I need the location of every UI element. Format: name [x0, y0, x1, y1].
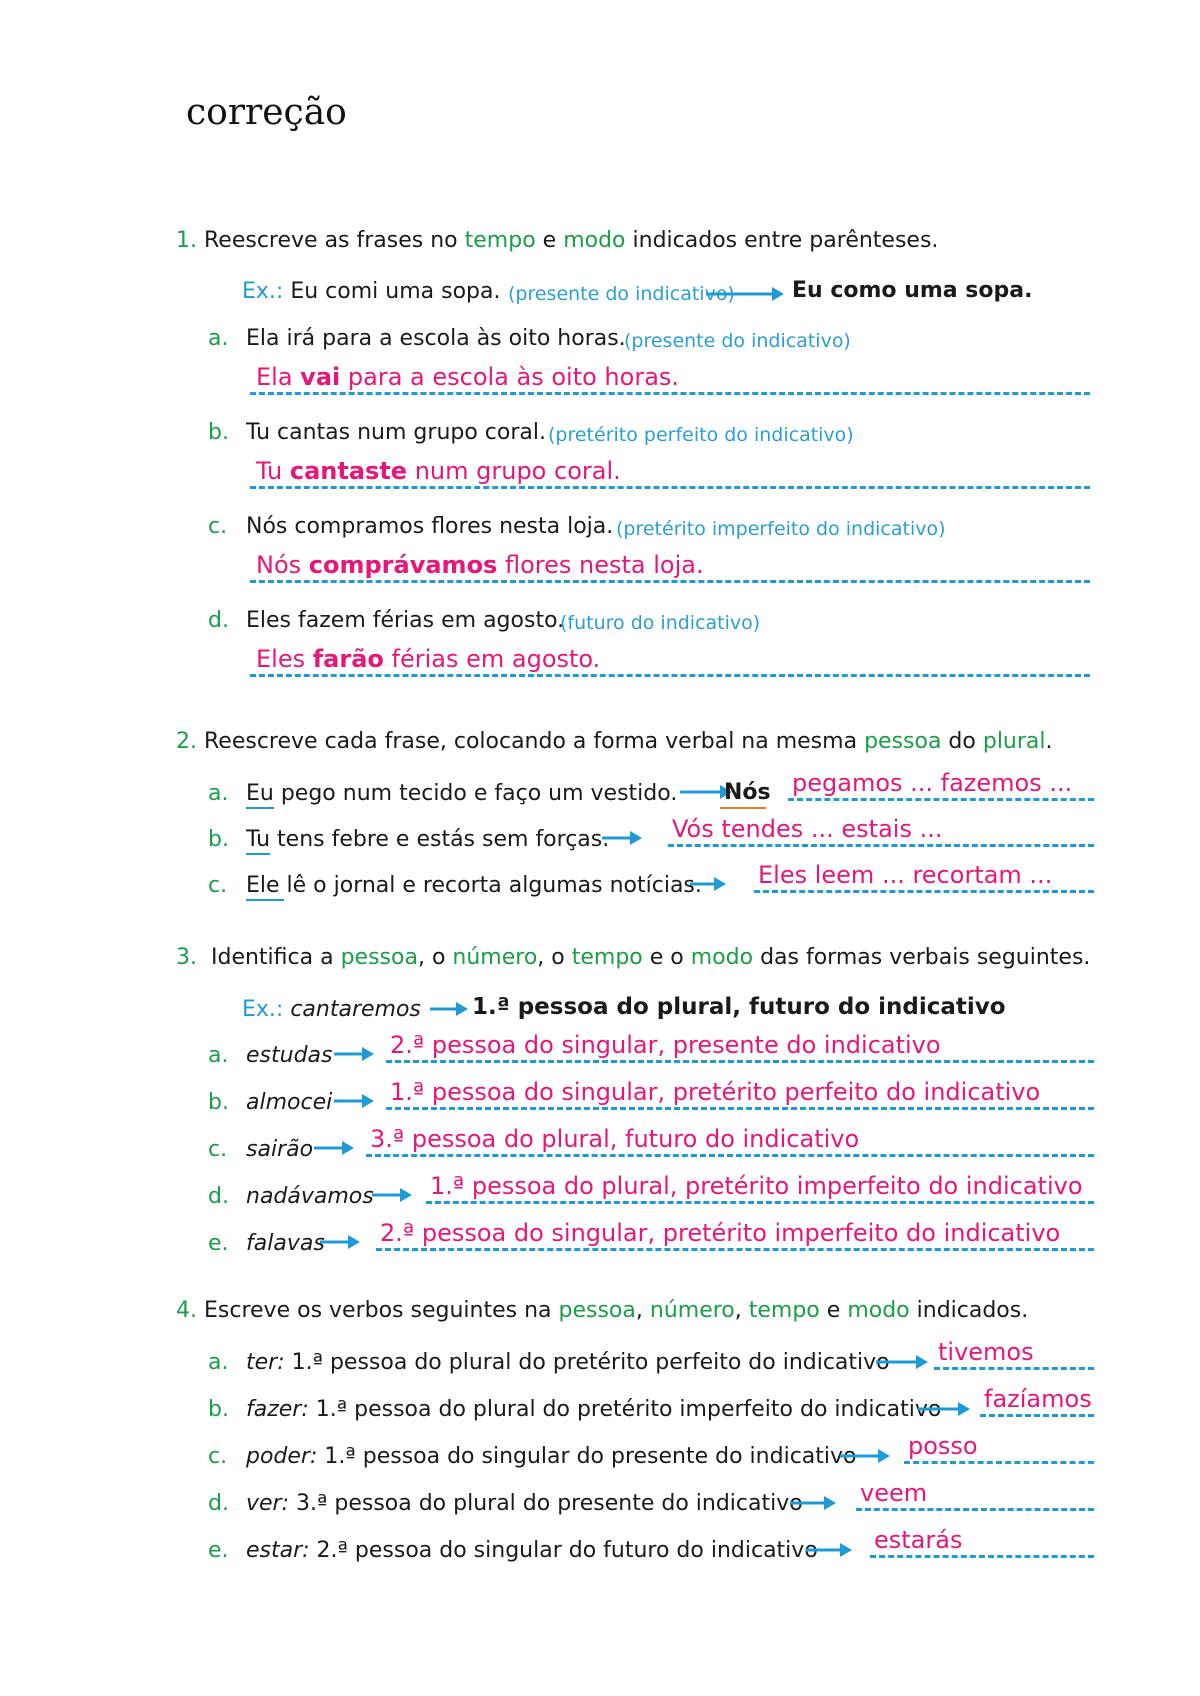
- answer-line[interactable]: [386, 1107, 1094, 1110]
- answer-verb: cantaste: [289, 457, 408, 485]
- heading-text: e: [819, 1298, 848, 1323]
- item-word: estudas: [246, 1043, 333, 1068]
- answer-verb: comprávamos: [308, 551, 498, 579]
- answer-text: Eles: [256, 645, 313, 673]
- item-answer: [256, 551, 704, 579]
- item-sentence: Ele lê o jornal e recorta algumas notícias.: [246, 873, 702, 898]
- item-letter: c.: [208, 1444, 228, 1469]
- answer-text: férias em agosto.: [383, 645, 601, 673]
- answer-line[interactable]: [250, 486, 1090, 489]
- answer-line[interactable]: [934, 1367, 1094, 1370]
- item-letter: b.: [208, 1397, 229, 1422]
- item-letter: c.: [208, 514, 228, 539]
- heading-text: do: [941, 729, 983, 754]
- item-prompt: [246, 1538, 818, 1563]
- heading-text: indicados.: [909, 1298, 1029, 1323]
- heading-text: indicados entre parênteses.: [625, 228, 939, 253]
- answer-line[interactable]: [386, 1060, 1094, 1063]
- item-description: 3.ª pessoa do plural do presente do indicativo: [289, 1491, 803, 1516]
- item-answer: pegamos ... fazemos ...: [792, 769, 1073, 797]
- item-hint: (pretérito perfeito do indicativo): [548, 424, 854, 446]
- heading-text: e o: [642, 945, 691, 970]
- keyword: modo: [847, 1298, 910, 1323]
- item-answer: veem: [860, 1479, 928, 1507]
- item-letter: c.: [208, 1137, 228, 1162]
- arrow-icon: [314, 1138, 364, 1158]
- question-number: 3.: [176, 945, 197, 970]
- answer-line[interactable]: [668, 844, 1094, 847]
- keyword: tempo: [571, 945, 643, 970]
- item-sentence: Tu cantas num grupo coral.: [246, 420, 546, 445]
- pronoun-underline: [246, 853, 270, 855]
- answer-verb: farão: [312, 645, 384, 673]
- arrow-icon: [706, 284, 786, 304]
- item-answer: Vós tendes ... estais ...: [672, 815, 943, 843]
- heading-text: das formas verbais seguintes.: [753, 945, 1091, 970]
- answer-line[interactable]: [250, 674, 1090, 677]
- arrow-icon: [690, 874, 740, 894]
- keyword: tempo: [464, 228, 536, 253]
- keyword: plural: [982, 729, 1046, 754]
- keyword: pessoa: [340, 945, 418, 970]
- answer-line[interactable]: [250, 580, 1090, 583]
- answer-line[interactable]: [788, 798, 1094, 801]
- item-word: falavas: [246, 1231, 325, 1256]
- item-answer: posso: [908, 1432, 978, 1460]
- item-word: almocei: [246, 1090, 333, 1115]
- keyword: número: [649, 1298, 735, 1323]
- example-text: Eu comi uma sopa.: [290, 279, 501, 304]
- item-answer: estarás: [874, 1526, 963, 1554]
- item-letter: d.: [208, 608, 229, 633]
- question-number: 4.: [176, 1298, 197, 1323]
- answer-line[interactable]: [250, 392, 1090, 395]
- arrow-icon: [806, 1540, 866, 1560]
- item-answer: fazíamos: [984, 1385, 1092, 1413]
- heading-text: e: [535, 228, 564, 253]
- item-answer: [256, 363, 679, 391]
- item-answer: tivemos: [938, 1338, 1034, 1366]
- arrow-icon: [918, 1399, 978, 1419]
- item-letter: b.: [208, 827, 229, 852]
- item-sentence: Nós compramos flores nesta loja.: [246, 514, 614, 539]
- heading-text: ,: [734, 1298, 749, 1323]
- item-answer: 1.ª pessoa do plural, pretérito imperfeito do indicativo: [430, 1172, 1083, 1200]
- item-sentence: Ela irá para a escola às oito horas.: [246, 326, 626, 351]
- answer-line[interactable]: [856, 1508, 1094, 1511]
- arrow-icon: [320, 1232, 370, 1252]
- example-line: [242, 279, 500, 304]
- example-label: Ex.:: [242, 997, 284, 1022]
- keyword: modo: [690, 945, 754, 970]
- pronoun-underline: [246, 807, 274, 809]
- item-verb: fazer:: [246, 1397, 309, 1422]
- item-description: 1.ª pessoa do plural do pretérito perfeito do indicativo: [284, 1350, 890, 1375]
- item-answer: [256, 457, 621, 485]
- answer-text: Ela: [256, 363, 301, 391]
- question-number: 2.: [176, 729, 197, 754]
- item-letter: b.: [208, 1090, 229, 1115]
- heading-text: , o: [537, 945, 572, 970]
- item-word: nadávamos: [246, 1184, 374, 1209]
- keyword: tempo: [748, 1298, 820, 1323]
- keyword: pessoa: [558, 1298, 636, 1323]
- item-answer: 1.ª pessoa do singular, pretérito perfeito do indicativo: [390, 1078, 1041, 1106]
- item-answer: 2.ª pessoa do singular, pretérito imperfeito do indicativo: [380, 1219, 1061, 1247]
- question-2-heading: [176, 729, 1053, 754]
- item-description: 2.ª pessoa do singular do futuro do indicativo: [309, 1538, 818, 1563]
- item-hint: (pretérito imperfeito do indicativo): [616, 518, 946, 540]
- arrow-icon: [602, 828, 652, 848]
- item-letter: e.: [208, 1231, 229, 1256]
- item-letter: d.: [208, 1184, 229, 1209]
- question-4-heading: [176, 1298, 1028, 1323]
- item-letter: a.: [208, 781, 229, 806]
- answer-line[interactable]: [980, 1414, 1094, 1417]
- item-verb: poder:: [246, 1444, 318, 1469]
- heading-text: Reescreve as frases no: [204, 228, 465, 253]
- answer-line[interactable]: [754, 890, 1094, 893]
- item-letter: a.: [208, 326, 229, 351]
- item-sentence: Eles fazem férias em agosto.: [246, 608, 565, 633]
- item-answer: [256, 645, 600, 673]
- item-hint: (presente do indicativo): [624, 330, 851, 352]
- item-verb: ter:: [246, 1350, 285, 1375]
- item-letter: a.: [208, 1350, 229, 1375]
- arrow-icon: [334, 1044, 384, 1064]
- answer-line[interactable]: [376, 1248, 1094, 1251]
- answer-line[interactable]: [366, 1154, 1094, 1157]
- item-prompt: [246, 1491, 803, 1516]
- item-sentence: Eu pego num tecido e faço um vestido.: [246, 781, 678, 806]
- keyword: pessoa: [864, 729, 942, 754]
- answer-text: para a escola às oito horas.: [340, 363, 680, 391]
- answer-text: num grupo coral.: [407, 457, 621, 485]
- example-answer: Eu como uma sopa.: [792, 278, 1033, 303]
- question-1-heading: [176, 228, 938, 253]
- arrow-icon: [840, 1446, 900, 1466]
- item-verb: estar:: [246, 1538, 310, 1563]
- arrow-icon: [876, 1352, 936, 1372]
- item-letter: c.: [208, 873, 228, 898]
- item-verb: ver:: [246, 1491, 290, 1516]
- answer-line[interactable]: [904, 1461, 1094, 1464]
- item-answer: Eles leem ... recortam ...: [758, 861, 1053, 889]
- item-description: 1.ª pessoa do singular do presente do indicativo: [317, 1444, 857, 1469]
- item-prompt: [246, 1397, 941, 1422]
- item-prompt: [246, 1444, 857, 1469]
- item-word: sairão: [246, 1137, 314, 1162]
- example-hint: (presente do indicativo): [508, 283, 735, 305]
- heading-text: , o: [417, 945, 453, 970]
- item-sentence: Tu tens febre e estás sem forças.: [246, 827, 610, 852]
- heading-text: Identifica a: [211, 945, 341, 970]
- pronoun-underline: [246, 899, 284, 901]
- keyword: modo: [563, 228, 626, 253]
- item-letter: e.: [208, 1538, 229, 1563]
- item-hint: (futuro do indicativo): [560, 612, 761, 634]
- heading-text: Reescreve cada frase, colocando a forma verbal na mesma: [204, 729, 865, 754]
- heading-text: .: [1045, 729, 1053, 754]
- pronoun-nos: Nós: [724, 780, 771, 805]
- answer-line[interactable]: [870, 1555, 1094, 1558]
- answer-verb: vai: [300, 363, 341, 391]
- answer-line[interactable]: [426, 1201, 1094, 1204]
- question-number: 1.: [176, 228, 197, 253]
- item-answer: 3.ª pessoa do plural, futuro do indicativo: [370, 1125, 860, 1153]
- item-letter: d.: [208, 1491, 229, 1516]
- question-3-heading: [176, 945, 1090, 970]
- item-letter: a.: [208, 1043, 229, 1068]
- example-answer: 1.ª pessoa do plural, futuro do indicativo: [472, 994, 1006, 1020]
- example-line: [242, 997, 421, 1022]
- arrow-icon: [372, 1185, 422, 1205]
- example-word: cantaremos: [290, 997, 421, 1022]
- example-label: Ex.:: [242, 279, 284, 304]
- keyword: número: [452, 945, 538, 970]
- arrow-icon: [334, 1091, 384, 1111]
- arrow-icon: [790, 1493, 850, 1513]
- answer-text: Nós: [256, 551, 309, 579]
- heading-text: Escreve os verbos seguintes na: [204, 1298, 559, 1323]
- item-prompt: [246, 1350, 890, 1375]
- answer-text: flores nesta loja.: [497, 551, 704, 579]
- page-title: correção: [186, 92, 347, 133]
- item-description: 1.ª pessoa do plural do pretérito imperfeito do indicativo: [308, 1397, 942, 1422]
- answer-text: Tu: [256, 457, 290, 485]
- item-answer: 2.ª pessoa do singular, presente do indicativo: [390, 1031, 941, 1059]
- item-letter: b.: [208, 420, 229, 445]
- heading-text: ,: [635, 1298, 650, 1323]
- verb-ending-underline: [720, 807, 766, 809]
